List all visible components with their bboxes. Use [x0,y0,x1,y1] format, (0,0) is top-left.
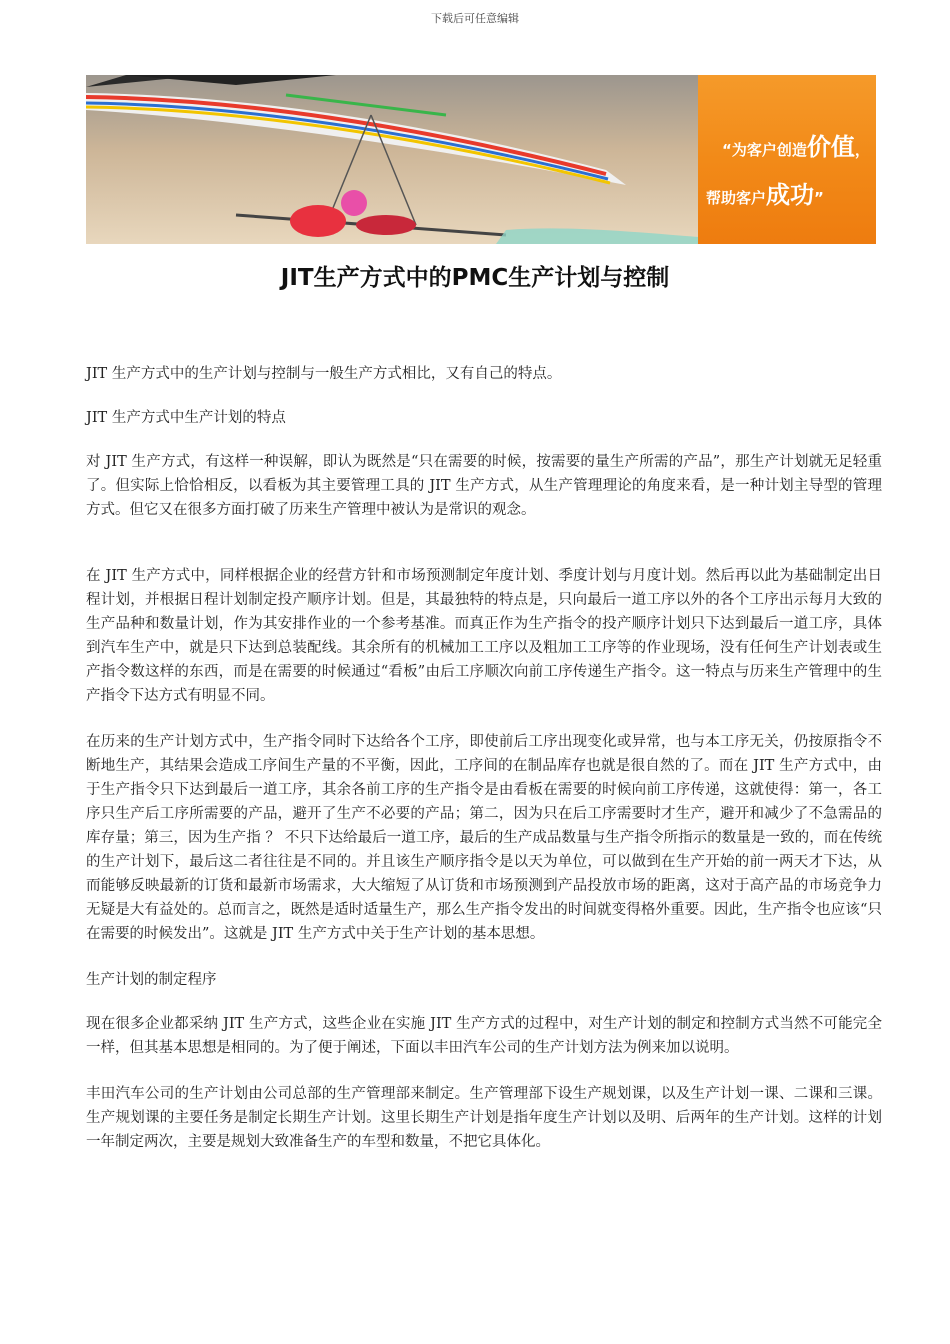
slogan-line-2 [706,175,824,210]
slogan-line-2-emphasis: 成功 [766,181,815,209]
slogan-line-1 [722,127,870,162]
slogan-line-2-prefix: 帮助客户 [706,189,767,207]
slogan-line-1-emphasis: 价值 [806,133,855,161]
body-paragraph: 对 JIT 生产方式，有这样一种误解，即认为既然是“只在需要的时候，按需要的量生产所需的产品”，那生产计划就无足轻重了。但实际上恰恰相反，以看板为其主要管理工具的 JIT 生产方式，从生产管理理论的角度来看，是一种计划主导型的管理方式。但它又在很多方面打破了历来生产管理中被认为是常识的观念。 [86,454,882,518]
document-body [86,362,882,1176]
section-heading-plan-procedure: 生产计划的制定程序 [86,972,217,988]
hang-glider-illustration [86,75,698,244]
body-paragraph: 现在很多企业都采纳 JIT 生产方式，这些企业在实施 JIT 生产方式的过程中，对生产计划的制定和控制方式当然不可能完全一样，但其基本思想是相同的。为了便于阐述，下面以丰田汽车公司的生产计划方法为例来加以说明。 [86,1016,882,1056]
section-heading-plan-features: JIT 生产方式中生产计划的特点 [86,410,286,426]
document-title: JIT生产方式中的PMC生产计划与控制 [280,265,670,291]
body-paragraph: 在 JIT 生产方式中，同样根据企业的经营方针和市场预测制定年度计划、季度计划与月度计划。然后再以此为基础制定出日程计划，并根据日程计划制定投产顺序计划。但是，其最独特的特点是，只向最后一道工序以外的各个工序出示每月大致的生产品种和数量计划，作为其安排作业的一个参考基准。而真正作为生产指令的投产顺序计划只下达到最后一道工序，具体到汽车生产中，就是只下达到总装配线。其余所有的机械加工工序以及粗加工工序等的作业现场，没有任何生产计划表或生产指令数这样的东西，而是在需要的时候通过“看板”由后工序顺次向前工序传递生产指令。这一特点与历来生产管理中的生产指令下达方式有明显不同。 [86,568,882,704]
page-header-note: 下载后可任意编辑 [431,12,519,25]
slogan-line-2-suffix: ” [814,189,824,207]
banner-image [86,75,876,244]
body-paragraph: 丰田汽车公司的生产计划由公司总部的生产管理部来制定。生产管理部下设生产规划课，以及生产计划一课、二课和三课。生产规划课的主要任务是制定长期生产计划。这里长期生产计划是指年度生产计划以及明、后两年的生产计划。这样的计划一年制定两次，主要是规划大致准备生产的车型和数量，不把它具体化。 [86,1086,882,1150]
banner-slogan-panel [698,75,876,244]
slogan-line-1-suffix: ， [854,141,870,159]
slogan-line-1-prefix: “为客户创造 [722,141,807,159]
body-paragraph: 在历来的生产计划方式中，生产指令同时下达给各个工序，即使前后工序出现变化或异常，也与本工序无关，仍按原指令不断地生产，其结果会造成工序间生产量的不平衡，因此，工序间的在制品库存也就是很自然的了。而在 JIT 生产方式中，由于生产指令只下达到最后一道工序，其余各前工序的生产指令是由看板在需要的时候向前工序传递，这就使得：第一，各工序只生产后工序所需要的产品，避开了生产不必要的产品；第二，因为只在后工序需要时才生产，避开和减少了不急需品的库存量；第三，因为生产指 ？ 不只下达给最后一道工序，最后的生产成品数量与生产指令所指示的数量是一致的，而在传统的生产计划下，最后这二者往往是不同的。并且该生产顺序指令是以天为单位，可以做到在生产开始的前一两天才下达，从而能够反映最新的订货和最新市场需求，大大缩短了从订货和市场预测到产品投放市场的距离，这对于高产品的市场竞争力无疑是大有益处的。总而言之，既然是适时适量生产，那么生产指令发出的时间就变得格外重要。因此，生产指令也应该“只在需要的时候发出”。这就是 JIT 生产方式中关于生产计划的基本思想。 [86,734,882,942]
intro-paragraph: JIT 生产方式中的生产计划与控制与一般生产方式相比，又有自己的特点。 [86,366,562,382]
hang-glider-photo [86,75,698,244]
